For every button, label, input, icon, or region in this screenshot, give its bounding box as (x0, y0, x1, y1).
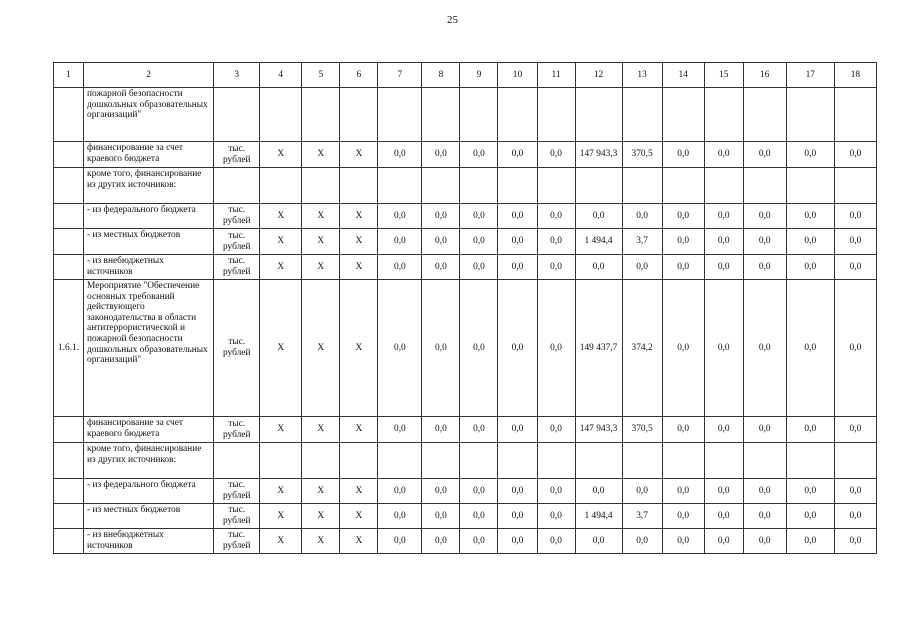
table-row (54, 443, 877, 479)
table-row (54, 88, 877, 142)
page-number: 25 (447, 14, 458, 26)
row-name: кроме того, финансирование из других источников: (84, 168, 214, 204)
value-cell: 0,0 (662, 504, 704, 529)
row-name: - из местных бюджетов (84, 504, 214, 529)
value-cell (537, 443, 575, 479)
value-cell: 0,0 (460, 142, 498, 168)
value-cell: 0,0 (378, 280, 422, 417)
row-unit (214, 168, 260, 204)
value-cell: 0,0 (378, 504, 422, 529)
value-cell: Х (260, 142, 302, 168)
value-cell: 0,0 (537, 479, 575, 504)
header-cell: 6 (340, 63, 378, 88)
value-cell: 0,0 (378, 204, 422, 229)
value-cell (340, 443, 378, 479)
value-cell: Х (260, 417, 302, 443)
value-cell (575, 443, 622, 479)
value-cell: 0,0 (498, 280, 537, 417)
value-cell: 370,5 (622, 142, 662, 168)
row-number (54, 229, 84, 255)
value-cell: 0,0 (460, 479, 498, 504)
row-name: - из внебюджетных источников (84, 255, 214, 280)
value-cell: 0,0 (422, 255, 460, 280)
row-name: - из внебюджетных источников (84, 529, 214, 554)
value-cell: Х (340, 479, 378, 504)
header-cell: 16 (743, 63, 786, 88)
value-cell: 0,0 (622, 255, 662, 280)
value-cell: Х (302, 280, 340, 417)
header-cell: 3 (214, 63, 260, 88)
row-number (54, 417, 84, 443)
value-cell (498, 168, 537, 204)
value-cell: 0,0 (704, 479, 743, 504)
value-cell: 0,0 (537, 280, 575, 417)
value-cell: Х (302, 229, 340, 255)
value-cell: Х (260, 280, 302, 417)
value-cell: 0,0 (498, 204, 537, 229)
value-cell (662, 88, 704, 142)
row-number (54, 255, 84, 280)
value-cell (743, 168, 786, 204)
value-cell: 0,0 (378, 229, 422, 255)
value-cell: 0,0 (537, 142, 575, 168)
row-unit: тыс. рублей (214, 417, 260, 443)
header-cell: 11 (537, 63, 575, 88)
row-unit: тыс. рублей (214, 504, 260, 529)
row-unit (214, 88, 260, 142)
value-cell: Х (260, 529, 302, 554)
value-cell (704, 168, 743, 204)
value-cell: 0,0 (378, 417, 422, 443)
header-cell: 18 (834, 63, 876, 88)
row-number (54, 529, 84, 554)
value-cell: 0,0 (662, 529, 704, 554)
value-cell (460, 168, 498, 204)
header-row (54, 63, 877, 88)
header-cell: 7 (378, 63, 422, 88)
value-cell (575, 88, 622, 142)
value-cell (378, 443, 422, 479)
value-cell: 0,0 (422, 504, 460, 529)
table-row (54, 168, 877, 204)
value-cell: 0,0 (662, 142, 704, 168)
value-cell (460, 88, 498, 142)
value-cell: Х (340, 142, 378, 168)
value-cell (302, 443, 340, 479)
header-cell: 4 (260, 63, 302, 88)
value-cell (575, 168, 622, 204)
header-cell: 5 (302, 63, 340, 88)
row-number (54, 443, 84, 479)
value-cell: Х (302, 529, 340, 554)
value-cell (378, 88, 422, 142)
row-number (54, 142, 84, 168)
header-cell: 17 (786, 63, 834, 88)
value-cell: Х (302, 417, 340, 443)
value-cell: 0,0 (378, 255, 422, 280)
value-cell (260, 168, 302, 204)
value-cell: 1 494,4 (575, 229, 622, 255)
value-cell: 0,0 (662, 479, 704, 504)
value-cell: 0,0 (834, 504, 876, 529)
value-cell: 0,0 (422, 417, 460, 443)
value-cell: 0,0 (704, 417, 743, 443)
row-number (54, 504, 84, 529)
value-cell: Х (302, 142, 340, 168)
value-cell: 0,0 (834, 529, 876, 554)
value-cell: 0,0 (662, 280, 704, 417)
value-cell: 0,0 (834, 229, 876, 255)
value-cell (622, 88, 662, 142)
value-cell: 0,0 (537, 417, 575, 443)
value-cell (704, 88, 743, 142)
value-cell (786, 443, 834, 479)
value-cell: 0,0 (834, 280, 876, 417)
value-cell: 0,0 (704, 204, 743, 229)
value-cell: 0,0 (743, 529, 786, 554)
value-cell: 0,0 (378, 529, 422, 554)
table-row (54, 255, 877, 280)
value-cell: 0,0 (743, 417, 786, 443)
value-cell: 0,0 (498, 529, 537, 554)
value-cell: 0,0 (422, 479, 460, 504)
value-cell: 0,0 (498, 255, 537, 280)
table-row (54, 479, 877, 504)
value-cell: 0,0 (460, 504, 498, 529)
value-cell: 0,0 (498, 142, 537, 168)
value-cell: 0,0 (743, 280, 786, 417)
value-cell: 0,0 (834, 142, 876, 168)
value-cell: 0,0 (622, 479, 662, 504)
value-cell: Х (340, 229, 378, 255)
value-cell (704, 443, 743, 479)
header-cell: 10 (498, 63, 537, 88)
value-cell: 0,0 (575, 479, 622, 504)
value-cell: 0,0 (460, 204, 498, 229)
value-cell: 0,0 (834, 417, 876, 443)
value-cell (460, 443, 498, 479)
row-name: - из федерального бюджета (84, 204, 214, 229)
value-cell: 0,0 (786, 479, 834, 504)
value-cell: 0,0 (786, 255, 834, 280)
value-cell: 0,0 (743, 504, 786, 529)
row-name: - из местных бюджетов (84, 229, 214, 255)
value-cell (422, 88, 460, 142)
value-cell: 0,0 (662, 229, 704, 255)
value-cell: Х (260, 229, 302, 255)
value-cell (260, 88, 302, 142)
value-cell: 0,0 (786, 204, 834, 229)
row-name: пожарной безопасности дошкольных образовательных организаций" (84, 88, 214, 142)
value-cell: 0,0 (704, 142, 743, 168)
value-cell: 0,0 (460, 529, 498, 554)
header-cell: 1 (54, 63, 84, 88)
value-cell (786, 88, 834, 142)
header-cell: 14 (662, 63, 704, 88)
header-cell: 9 (460, 63, 498, 88)
table-row (54, 204, 877, 229)
value-cell: 0,0 (460, 229, 498, 255)
value-cell: 3,7 (622, 504, 662, 529)
value-cell (834, 168, 876, 204)
row-name: финансирование за счет краевого бюджета (84, 142, 214, 168)
value-cell (662, 168, 704, 204)
value-cell: 370,5 (622, 417, 662, 443)
header-cell: 2 (84, 63, 214, 88)
value-cell: 0,0 (786, 504, 834, 529)
value-cell: 0,0 (662, 417, 704, 443)
value-cell: 0,0 (498, 229, 537, 255)
value-cell (340, 168, 378, 204)
row-number: 1.6.1. (54, 280, 84, 417)
value-cell: 0,0 (662, 204, 704, 229)
value-cell: Х (302, 479, 340, 504)
value-cell: 0,0 (537, 229, 575, 255)
value-cell: 0,0 (704, 255, 743, 280)
row-unit: тыс. рублей (214, 479, 260, 504)
value-cell: 3,7 (622, 229, 662, 255)
row-unit: тыс. рублей (214, 255, 260, 280)
value-cell: 0,0 (537, 504, 575, 529)
value-cell (834, 443, 876, 479)
value-cell: Х (340, 255, 378, 280)
row-unit: тыс. рублей (214, 529, 260, 554)
value-cell: 0,0 (834, 255, 876, 280)
value-cell: Х (340, 204, 378, 229)
value-cell: 0,0 (537, 529, 575, 554)
row-name: - из федерального бюджета (84, 479, 214, 504)
value-cell: 0,0 (537, 204, 575, 229)
row-unit: тыс. рублей (214, 204, 260, 229)
value-cell: 0,0 (743, 204, 786, 229)
value-cell: 0,0 (498, 479, 537, 504)
value-cell: 0,0 (704, 529, 743, 554)
table-row (54, 142, 877, 168)
value-cell (422, 443, 460, 479)
value-cell: 0,0 (575, 529, 622, 554)
table-row (54, 529, 877, 554)
value-cell: 0,0 (575, 255, 622, 280)
value-cell (498, 443, 537, 479)
row-unit: тыс. рублей (214, 229, 260, 255)
value-cell: 0,0 (575, 204, 622, 229)
value-cell: Х (302, 204, 340, 229)
value-cell: 0,0 (622, 529, 662, 554)
header-cell: 13 (622, 63, 662, 88)
value-cell: Х (260, 204, 302, 229)
value-cell (834, 88, 876, 142)
value-cell: Х (260, 504, 302, 529)
value-cell: 1 494,4 (575, 504, 622, 529)
value-cell: 0,0 (743, 142, 786, 168)
row-number (54, 204, 84, 229)
row-name: кроме того, финансирование из других источников: (84, 443, 214, 479)
value-cell: 0,0 (460, 255, 498, 280)
row-unit (214, 443, 260, 479)
value-cell: 0,0 (786, 417, 834, 443)
value-cell: 0,0 (743, 229, 786, 255)
value-cell (260, 443, 302, 479)
value-cell: 374,2 (622, 280, 662, 417)
value-cell: 0,0 (422, 204, 460, 229)
value-cell: Х (340, 504, 378, 529)
value-cell: 0,0 (786, 280, 834, 417)
value-cell (743, 443, 786, 479)
value-cell (498, 88, 537, 142)
value-cell: 0,0 (743, 255, 786, 280)
table-row (54, 504, 877, 529)
value-cell: 0,0 (460, 417, 498, 443)
value-cell: 0,0 (786, 142, 834, 168)
table-row (54, 280, 877, 417)
value-cell (786, 168, 834, 204)
value-cell: 0,0 (378, 479, 422, 504)
value-cell: 0,0 (704, 504, 743, 529)
value-cell: 147 943,3 (575, 417, 622, 443)
value-cell: 0,0 (422, 142, 460, 168)
value-cell: 0,0 (786, 529, 834, 554)
table-row (54, 229, 877, 255)
value-cell (378, 168, 422, 204)
value-cell: 0,0 (422, 229, 460, 255)
value-cell: 0,0 (662, 255, 704, 280)
value-cell (537, 88, 575, 142)
value-cell: 149 437,7 (575, 280, 622, 417)
budget-table (53, 62, 877, 554)
value-cell: 0,0 (498, 417, 537, 443)
value-cell: 0,0 (834, 204, 876, 229)
value-cell: 0,0 (786, 229, 834, 255)
header-cell: 12 (575, 63, 622, 88)
row-name: Мероприятие "Обеспечение основных требований действующего законодательства в области антитеррористической и пожарной безопасности дошкольных образовательных организаций" (84, 280, 214, 417)
value-cell (662, 443, 704, 479)
header-cell: 15 (704, 63, 743, 88)
value-cell: 0,0 (834, 479, 876, 504)
row-unit: тыс. рублей (214, 142, 260, 168)
row-unit: тыс. рублей (214, 280, 260, 417)
value-cell: Х (302, 504, 340, 529)
value-cell: Х (260, 255, 302, 280)
value-cell (422, 168, 460, 204)
value-cell: Х (340, 280, 378, 417)
value-cell: 0,0 (378, 142, 422, 168)
value-cell: Х (302, 255, 340, 280)
table-row (54, 417, 877, 443)
value-cell: 0,0 (704, 280, 743, 417)
value-cell: Х (340, 529, 378, 554)
value-cell (622, 443, 662, 479)
value-cell (302, 168, 340, 204)
value-cell: 0,0 (537, 255, 575, 280)
value-cell (622, 168, 662, 204)
row-number (54, 479, 84, 504)
value-cell (743, 88, 786, 142)
value-cell (302, 88, 340, 142)
value-cell: 0,0 (498, 504, 537, 529)
value-cell: 147 943,3 (575, 142, 622, 168)
value-cell: 0,0 (422, 529, 460, 554)
value-cell (537, 168, 575, 204)
value-cell: 0,0 (622, 204, 662, 229)
value-cell: 0,0 (460, 280, 498, 417)
value-cell: Х (340, 417, 378, 443)
value-cell: 0,0 (704, 229, 743, 255)
row-number (54, 168, 84, 204)
value-cell (340, 88, 378, 142)
row-name: финансирование за счет краевого бюджета (84, 417, 214, 443)
row-number (54, 88, 84, 142)
value-cell: 0,0 (422, 280, 460, 417)
value-cell: Х (260, 479, 302, 504)
value-cell: 0,0 (743, 479, 786, 504)
header-cell: 8 (422, 63, 460, 88)
